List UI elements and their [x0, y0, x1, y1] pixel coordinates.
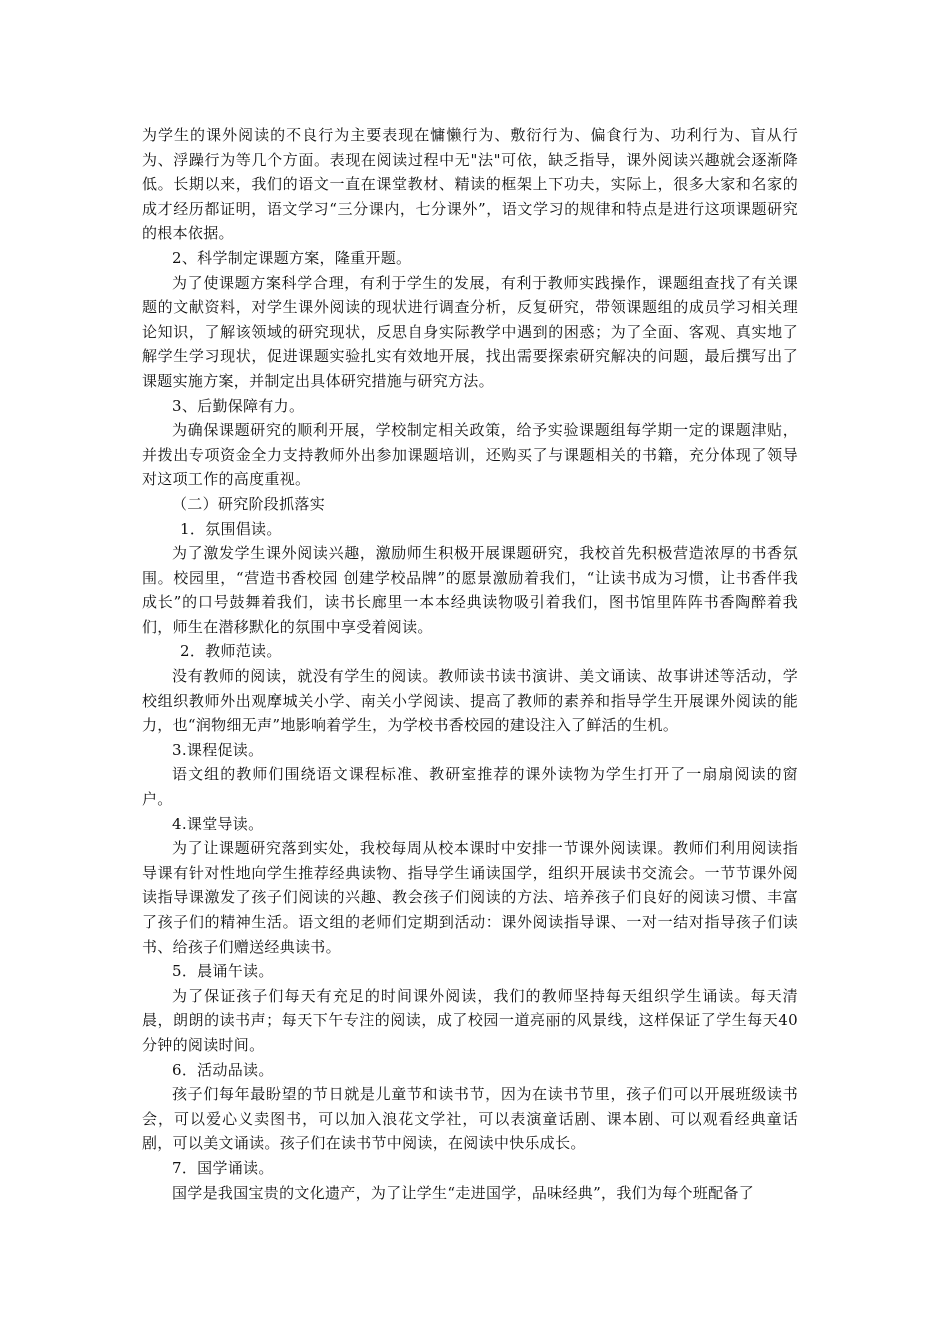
section-heading: 1．氛围倡读。: [180, 519, 282, 538]
paragraph: 为了保证孩子们每天有充足的时间课外阅读，我们的教师坚持每天组织学生诵读。每天清晨，朗朗的读书声；每天下午专注的阅读，成了校园一道亮丽的风景线，这样保证了学生每天40分钟的阅读时间。: [142, 986, 798, 1054]
paragraph: 没有教师的阅读，就没有学生的阅读。教师读书读书演讲、美文诵读、故事讲述等活动，学校组织教师外出观摩城关小学、南关小学阅读、提高了教师的素养和指导学生开展课外阅读的能力，也“润物细无声”地影响着学生，为学校书香校园的建设注入了鲜活的生机。: [142, 667, 798, 735]
paragraph: 孩子们每年最盼望的节日就是儿童节和读书节，因为在读书节里，孩子们可以开展班级读书会，可以爱心义卖图书，可以加入浪花文学社，可以表演童话剧、课本剧、可以观看经典童话剧，可以美文诵读。孩子们在读书节中阅读，在阅读中快乐成长。: [142, 1085, 798, 1153]
section-heading: （二）研究阶段抓落实: [172, 494, 326, 513]
section-heading: 2、科学制定课题方案，隆重开题。: [172, 248, 412, 267]
paragraph: 为了让课题研究落到实处，我校每周从校本课时中安排一节课外阅读课。教师们利用阅读指导课有针对性地向学生推荐经典读物、指导学生诵读国学，组织开展读书交流会。一节节课外阅读指导课激发了孩子们阅读的兴趣、教会孩子们阅读的方法、培养孩子们良好的阅读习惯、丰富了孩子们的精神生活。语文组的老师们定期到活动：课外阅读指导课、一对一结对指导孩子们读书、给孩子们赠送经典读书。: [142, 839, 798, 956]
paragraph: 为确保课题研究的顺利开展，学校制定相关政策，给予实验课题组每学期一定的课题津贴，并拨出专项资金全力支持教师外出参加课题培训，还购买了与课题相关的书籍，充分体现了领导对这项工作的高度重视。: [142, 421, 798, 489]
paragraph: 为学生的课外阅读的不良行为主要表现在慵懒行为、敷衍行为、偏食行为、功利行为、盲从行为、浮躁行为等几个方面。表现在阅读过程中无"法"可依，缺乏指导，课外阅读兴趣就会逐渐降低。长期以来，我们的语文一直在课堂教材、精读的框架上下功夫，实际上，很多大家和名家的成才经历都证明，语文学习“三分课内，七分课外”，语文学习的规律和特点是进行这项课题研究的根本依据。: [142, 126, 798, 243]
section-heading: 7．国学诵读。: [172, 1158, 274, 1177]
section-heading: 3、后勤保障有力。: [172, 396, 305, 415]
document-page: [142, 123, 798, 1205]
section-heading: 5．晨诵午读。: [172, 962, 274, 981]
section-heading: 4.课堂导读。: [172, 814, 264, 833]
section-heading: 6．活动品读。: [172, 1060, 274, 1079]
section-heading: 2．教师范读。: [180, 642, 282, 661]
paragraph: 为了激发学生课外阅读兴趣，激励师生积极开展课题研究，我校首先积极营造浓厚的书香氛围。校园里，“营造书香校园 创建学校品牌”的愿景激励着我们，“让读书成为习惯，让书香伴我成长”的口号鼓舞着我们，读书长廊里一本本经典读物吸引着我们，图书馆里阵阵书香陶醉着我们，师生在潜移默化的氛围中享受着阅读。: [142, 544, 798, 636]
paragraph: 为了使课题方案科学合理，有利于学生的发展，有利于教师实践操作，课题组查找了有关课题的文献资料，对学生课外阅读的现状进行调查分析，反复研究，带领课题组的成员学习相关理论知识，了解该领域的研究现状，反思自身实际教学中遇到的困惑；为了全面、客观、真实地了解学生学习现状，促进课题实验扎实有效地开展，找出需要探索研究解决的问题，最后撰写出了课题实施方案，并制定出具体研究措施与研究方法。: [142, 273, 798, 390]
paragraph: 国学是我国宝贵的文化遗产，为了让学生“走进国学，品味经典”，我们为每个班配备了: [172, 1183, 755, 1202]
section-heading: 3.课程促读。: [172, 740, 264, 759]
paragraph: 语文组的教师们围绕语文课程标准、教研室推荐的课外读物为学生打开了一扇扇阅读的窗户。: [142, 765, 798, 809]
